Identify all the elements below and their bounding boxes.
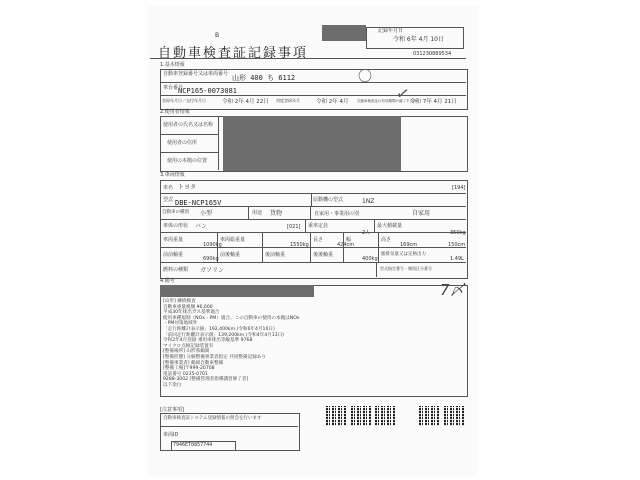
max-load-value: 350kg (450, 230, 466, 236)
length-label: 長さ (313, 237, 324, 243)
vehicle-row-divider-1 (160, 193, 466, 194)
vehicle-col-divider-3 (310, 206, 311, 219)
document-title: 自動車検査証記録事項 (158, 46, 309, 61)
front-axle-label: 前前軸重 (163, 252, 184, 258)
vehicle-id-value: 7946ET0857744 (173, 442, 213, 448)
displacement-value: 1.49L (450, 256, 464, 262)
remarks-line: [整備事業者] 鶴岡自動車整備 (163, 360, 224, 366)
owner-name-label: 使用者の氏名又は名称 (163, 122, 214, 128)
reg-value: 山形 400 ち 6112 (232, 74, 296, 82)
chassis-value: NCP165-0073081 (178, 87, 238, 95)
basic-row-divider-2 (160, 95, 466, 96)
vehicle-col-divider-1 (311, 193, 312, 206)
weight-label: 車両重量 (163, 237, 184, 243)
displacement-label: 総排気量又は定格出力 (381, 252, 426, 257)
vehicle-id-label: 車両ID (163, 432, 179, 438)
capacity-label: 乗車定員 (308, 223, 329, 229)
redacted-remarks-header (160, 285, 314, 297)
business-value: 自家用 (412, 210, 431, 217)
engine-value: 1NZ (362, 198, 375, 205)
first-reg-value: 令和 2年 4月 22日 (222, 99, 269, 105)
vehicle-col-divider-5 (374, 219, 375, 232)
owner-row-divider-1 (160, 134, 218, 135)
chassis-label: 車台番号 (163, 85, 184, 91)
owner-address-label: 使用者の住所 (167, 140, 198, 146)
remarks-line: ・PM対策地域外 (163, 321, 198, 327)
maker-value: トヨタ (178, 184, 197, 191)
rear-axle-value: 400kg (362, 256, 378, 262)
max-load-label: 最大積載量 (377, 223, 403, 229)
body-value: バン (195, 223, 208, 230)
owner-row-divider-2 (160, 152, 218, 153)
business-label: 自家用・事業用の別 (314, 211, 360, 217)
section-owner: 2.使用者情報 (160, 109, 190, 115)
owner-column-divider (218, 116, 219, 170)
rear-axle-label: 後後軸重 (313, 252, 334, 258)
vehicle-row-divider-6 (160, 262, 466, 263)
engine-label: 原動機の型式 (313, 197, 344, 203)
height-label: 高さ (381, 237, 392, 243)
handwritten-note: 7〆 (440, 281, 465, 299)
expiry-value: 令和 7年 4月 21日 (410, 99, 457, 105)
reg-label: 自動車登録番号又は車両番号 (163, 71, 229, 77)
kind-label: 自動車の種別 (162, 210, 189, 215)
vehicle-col-divider-4 (305, 219, 306, 232)
vehicle-col-divider-8 (310, 232, 311, 262)
vehicle-col-divider-10 (378, 232, 379, 262)
maker-label: 車名 (163, 185, 174, 191)
use-label: 用途 (252, 210, 263, 216)
remarks-line: [山形] 継続検査 (163, 299, 196, 304)
owner-base-label: 使用の本拠の位置 (167, 158, 208, 164)
qr-code-2 (351, 406, 371, 426)
remarks-line: 平成30年排出ガス基準適合 (163, 310, 220, 316)
title-underline (150, 58, 466, 59)
width-label: 幅 (346, 237, 352, 243)
first-year-value: 令和 2年 4月 (316, 99, 349, 105)
width-value: 169cm (400, 242, 418, 248)
notice-label: [注意事項] (160, 407, 184, 413)
remarks-line: [整備工場]〒999-20708 (163, 366, 215, 372)
fuel-label: 燃料の種類 (163, 267, 189, 273)
redacted-owner-info (223, 116, 401, 171)
remarks-line: 電話番号 0235-0701 (163, 371, 208, 377)
date-value: 令和 6年 4月 10日 (393, 36, 444, 43)
front-axle-value: 690kg (203, 256, 219, 262)
qr-code-4 (419, 406, 439, 426)
capacity-value: 2人 (362, 230, 371, 236)
section-vehicle: 3.車両情報 (160, 172, 185, 178)
remarks-line: 以下余白 (163, 382, 182, 388)
vehicle-row-divider-4 (160, 232, 466, 233)
notice-text: 自動車検査証システム登録情報の照会を行います (163, 416, 262, 421)
remarks-line: [整備場所] 山形県鶴岡 (163, 349, 210, 355)
use-value: 貨物 (270, 210, 283, 217)
height-value: 150cm (448, 242, 466, 248)
qr-code-3 (375, 406, 395, 426)
rear-front-axle-label: 後前軸重 (265, 252, 286, 258)
remarks-line: 令和2年4月登録 乗用車排出等級基準 9768 (163, 338, 253, 344)
expiry-label: 自動車検査証の有効期間の満了する日 (357, 99, 417, 103)
remarks-line: 9288-3002 [整備管理者指導講習修了者] (163, 377, 249, 383)
doc-label-b: B (215, 32, 220, 39)
date-label: 記録年月日 (378, 28, 404, 34)
weight-value: 1090kg (203, 242, 222, 248)
redacted-office (322, 25, 366, 41)
serial-number: 031230889534 (413, 51, 452, 57)
remarks-line: マイクロ点検記録装置有 (163, 343, 214, 349)
section-basic: 1.基本情報 (160, 62, 185, 68)
basic-row-divider-1 (160, 82, 466, 83)
remarks-line: 使用車種規制（NOx・PM）適合。この自動車の使用の本拠はNOx (163, 315, 300, 321)
qr-code-1 (326, 406, 346, 426)
qr-code-5 (444, 406, 464, 426)
notice-divider (160, 426, 298, 427)
kind-value: 小型 (200, 210, 213, 217)
vehicle-col-divider-11 (376, 262, 377, 277)
first-reg-label: 登録年月日／交付年月日 (162, 98, 206, 103)
gross-label: 車両総重量 (220, 237, 246, 243)
handwritten-circle: 〇 (358, 69, 372, 85)
body-code: [021] (287, 224, 301, 230)
vehicle-col-divider-7 (262, 232, 263, 262)
length-value: 424cm (337, 242, 355, 248)
fuel-value: ガソリン (200, 267, 225, 274)
handwritten-check: ✓ (394, 82, 412, 105)
remarks-line: [整備形態] 分解整備事業者指定 共同整備記録あり (163, 354, 266, 360)
remarks-line: 「走行距離計表示値」192,400km (令和6年4月10日) (163, 326, 275, 332)
class-label: 型式指定番号・類別区分番号 (380, 266, 432, 271)
gross-value: 1550kg (290, 242, 309, 248)
remarks-line: 自動車重量税額 ¥6,600 (163, 304, 213, 310)
maker-code: [194] (452, 185, 466, 191)
first-year-label: 初度登録年月 (276, 98, 300, 103)
model-value: DBE-NCP165V (175, 199, 222, 207)
vehicle-col-divider-2 (248, 206, 249, 219)
front2-axle-label: 前後軸重 (220, 252, 241, 258)
remarks-lines (163, 299, 333, 389)
remarks-line: 「前回走行距離計表示値」139,200km (令和4年4月13日) (163, 332, 284, 338)
section-remarks: 4.備考 (160, 278, 175, 284)
vehicle-row-divider-3 (160, 219, 466, 220)
model-label: 型式 (163, 197, 174, 203)
body-label: 車体の形状 (163, 223, 189, 229)
